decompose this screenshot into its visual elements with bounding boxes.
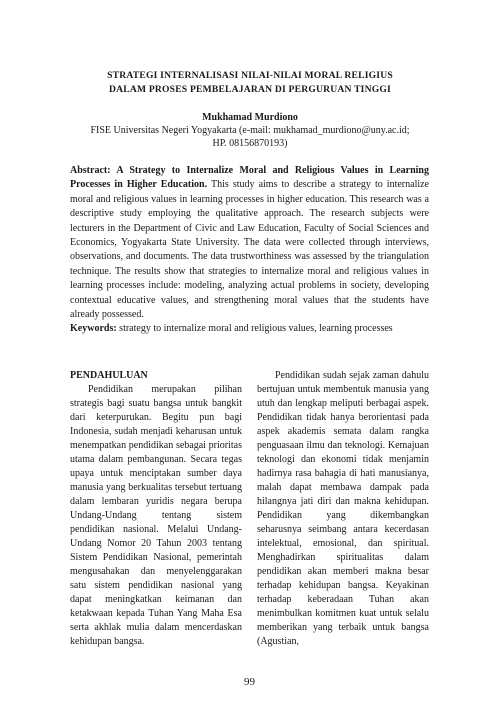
- body-column-right: [257, 369, 429, 649]
- keywords: [70, 322, 440, 335]
- author-name: Mukhamad Murdiono: [202, 112, 298, 123]
- body-paragraph: Pendidikan sudah sejak zaman dahulu bertujuan untuk membentuk manusia yang utuh dan lengkap meliputi berbagai aspek. Pendidikan tidak hanya berorientasi pada aspek akademis semata dalam rangka penguasaan ilmu dan teknologi. Kemajuan teknologi dan ekonomi tidak menjamin hadirnya rasa bahagia di hati manusianya, malah dapat membawa dampak pada hilangnya jati diri dan makna kehidupan. Pendidikan yang dikembangkan seharusnya seimbang antara kecerdasan intelektual, emosional, dan spiritual. Menghadirkan spiritualitas dalam pendidikan akan memberi makna besar terhadap kehidupan bangsa. Keyakinan terhadap keberadaan Tuhan akan menimbulkan komitmen kuat untuk selalu memberikan yang terbaik untuk bangsa (Agustian,: [257, 370, 429, 647]
- abstract-text: This study aims to describe a strategy to internalize moral and religious values in learning processes in higher education. This research was a descriptive study employing the qualitative approach. The research subjects were lecturers in the Department of Civic and Law Education, Faculty of Social Sciences and Economics, Yogyakarta State University. The data were collected through interviews, observations, and documents. The data trustworthiness was assessed by the triangulation technique. The results show that strategies to internalize moral and religious values in learning processes include: modeling, analyzing actual problems in society, developing contextual educative values, and strengthening moral values that the students have already possessed.: [70, 179, 429, 321]
- body-paragraph: Pendidikan merupakan pilihan strategis bagi suatu bangsa untuk bangkit dari keterpurukan. Begitu pun bagi Indonesia, sudah menjadi keharusan untuk menempatkan pendidikan sebagai prioritas utama dalam pembangunan. Secara tegas upaya untuk menciptakan sumber daya manusia yang berkualitas tersebut tertuang dalam lembaran yuridis negara berupa Undang-Undang tentang sistem pendidikan nasional. Melalui Undang-Undang Nomor 20 Tahun 2003 tentang Sistem Pendidikan Nasional, pemerintah mengusahakan dan menyelenggarakan satu sistem pendidikan nasional yang dapat meningkatkan keimanan dan ketakwaan kepada Tuhan Yang Maha Esa serta akhlak mulia dalam mencerdaskan kehidupan bangsa.: [70, 384, 242, 647]
- body-column-left: [70, 369, 242, 649]
- keywords-label: Keywords:: [70, 323, 117, 334]
- paper-title-line-1: STRATEGI INTERNALISASI NILAI-NILAI MORAL RELIGIUS: [107, 70, 393, 81]
- page-number: 99: [244, 676, 255, 688]
- paper-title: [60, 69, 440, 97]
- paper-title-line-2: DALAM PROSES PEMBELAJARAN DI PERGURUAN TINGGI: [108, 84, 391, 95]
- affiliation-line-2: HP. 08156870193): [212, 138, 288, 149]
- keywords-text: strategy to internalize moral and religious values, learning processes: [119, 323, 393, 334]
- abstract: [70, 164, 429, 322]
- section-heading: PENDAHULUAN: [70, 370, 148, 381]
- author-affiliation: [40, 124, 460, 150]
- affiliation-line-1: FISE Universitas Negeri Yogyakarta (e-mail: mukhamad_murdiono@uny.ac.id;: [90, 125, 410, 136]
- abstract-label: Abstract: A Strategy to Internalize Moral and Religious Values in Learning Processes in Higher Education.: [70, 165, 429, 191]
